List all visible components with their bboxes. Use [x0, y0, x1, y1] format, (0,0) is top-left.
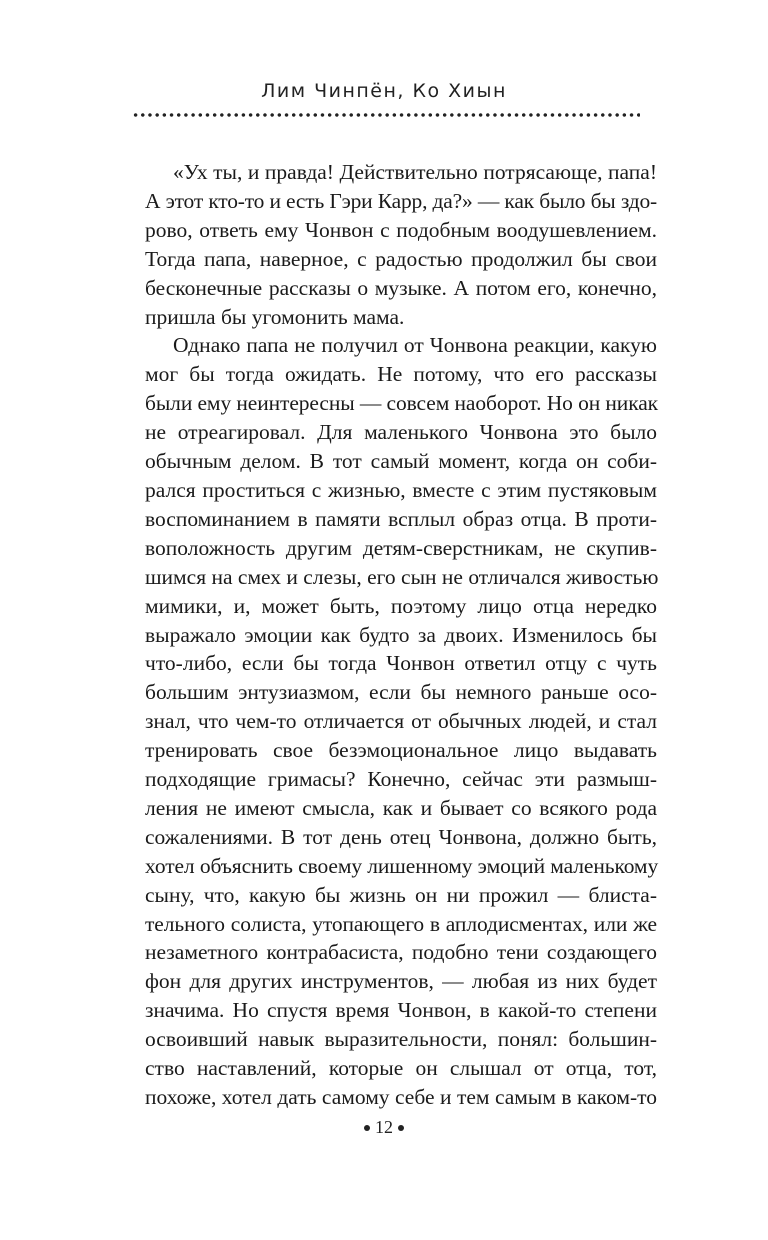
- text-line: Однако папа не получил от Чонвона реакции, какую: [173, 333, 657, 358]
- running-head: Лим Чинпён, Ко Хиын: [261, 80, 507, 102]
- text-line: «Ух ты, и правда! Действительно потрясающе, папа!: [173, 160, 657, 184]
- paragraph: [145, 331, 657, 1111]
- text-line: пришла бы угомонить мама.: [145, 304, 405, 329]
- text-line: тельного солиста, утопающего в аплодисментах, или же: [145, 911, 657, 936]
- page-number: [0, 1117, 768, 1138]
- text-line: рался проститься с жизнью, вместе с этим пустяковым: [145, 477, 657, 502]
- text-line: ления не имеют смысла, как и бывает со всякого рода: [145, 795, 657, 820]
- bullet-icon: [398, 1125, 404, 1131]
- text-line: не отреагировал. Для маленького Чонвона это было: [145, 420, 657, 445]
- body-text: [145, 158, 657, 1112]
- text-line: освоивший навык выразительности, понял: большин-: [145, 1027, 657, 1052]
- text-line: сыну, что, какую бы жизнь он ни прожил — блиста-: [145, 882, 657, 907]
- text-line: мог бы тогда ожидать. Не потому, что его рассказы: [145, 362, 657, 387]
- text-line: значима. Но спустя время Чонвон, в какой-то степени: [145, 998, 657, 1023]
- text-line: мимики, и, может быть, поэтому лицо отца нередко: [145, 593, 657, 618]
- bullet-icon: [364, 1125, 370, 1131]
- text-line: воположность другим детям-сверстникам, не скупив-: [145, 535, 657, 560]
- text-line: хотел объяснить своему лишенному эмоций маленькому: [145, 853, 659, 878]
- text-line: сожалениями. В тот день отец Чонвона, должно быть,: [145, 824, 657, 849]
- text-line: воспоминанием в памяти всплыл образ отца. В проти-: [145, 506, 657, 531]
- text-line: рово, ответь ему Чонвон с подобным воодушевлением.: [145, 217, 657, 242]
- text-line: знал, что чем-то отличается от обычных людей, и стал: [145, 709, 657, 734]
- text-line: незаметного контрабасиста, подобно тени создающего: [145, 940, 657, 965]
- paragraph: [145, 158, 657, 331]
- text-line: А этот кто-то и есть Гэри Карр, да?» — как было бы здо-: [145, 188, 657, 213]
- text-line: ство наставлений, которые он слышал от отца, тот,: [145, 1056, 657, 1081]
- text-line: что-либо, если бы тогда Чонвон ответил отцу с чуть: [145, 651, 657, 676]
- text-line: бесконечные рассказы о музыке. А потом его, конечно,: [145, 275, 657, 300]
- text-line: подходящие гримасы? Конечно, сейчас эти размыш-: [145, 767, 657, 792]
- text-line: фон для других инструментов, — любая из них будет: [145, 969, 657, 994]
- text-line: были ему неинтересны — совсем наоборот. Но он никак: [145, 391, 659, 416]
- text-line: выражало эмоции как будто за двоих. Изменилось бы: [145, 622, 657, 647]
- page-number-text: 12: [375, 1117, 393, 1137]
- text-line: большим энтузиазмом, если бы немного раньше осо-: [145, 680, 657, 705]
- text-line: Тогда папа, наверное, с радостью продолжил бы свои: [145, 246, 657, 271]
- text-line: тренировать свое безэмоциональное лицо выдавать: [145, 738, 657, 763]
- text-line: похоже, хотел дать самому себе и тем самым в каком-то: [145, 1085, 657, 1109]
- dotted-divider: [132, 113, 640, 117]
- text-line: обычным делом. В тот самый момент, когда он соби-: [145, 449, 657, 474]
- text-line: шимся на смех и слезы, его сын не отличался живостью: [145, 564, 659, 589]
